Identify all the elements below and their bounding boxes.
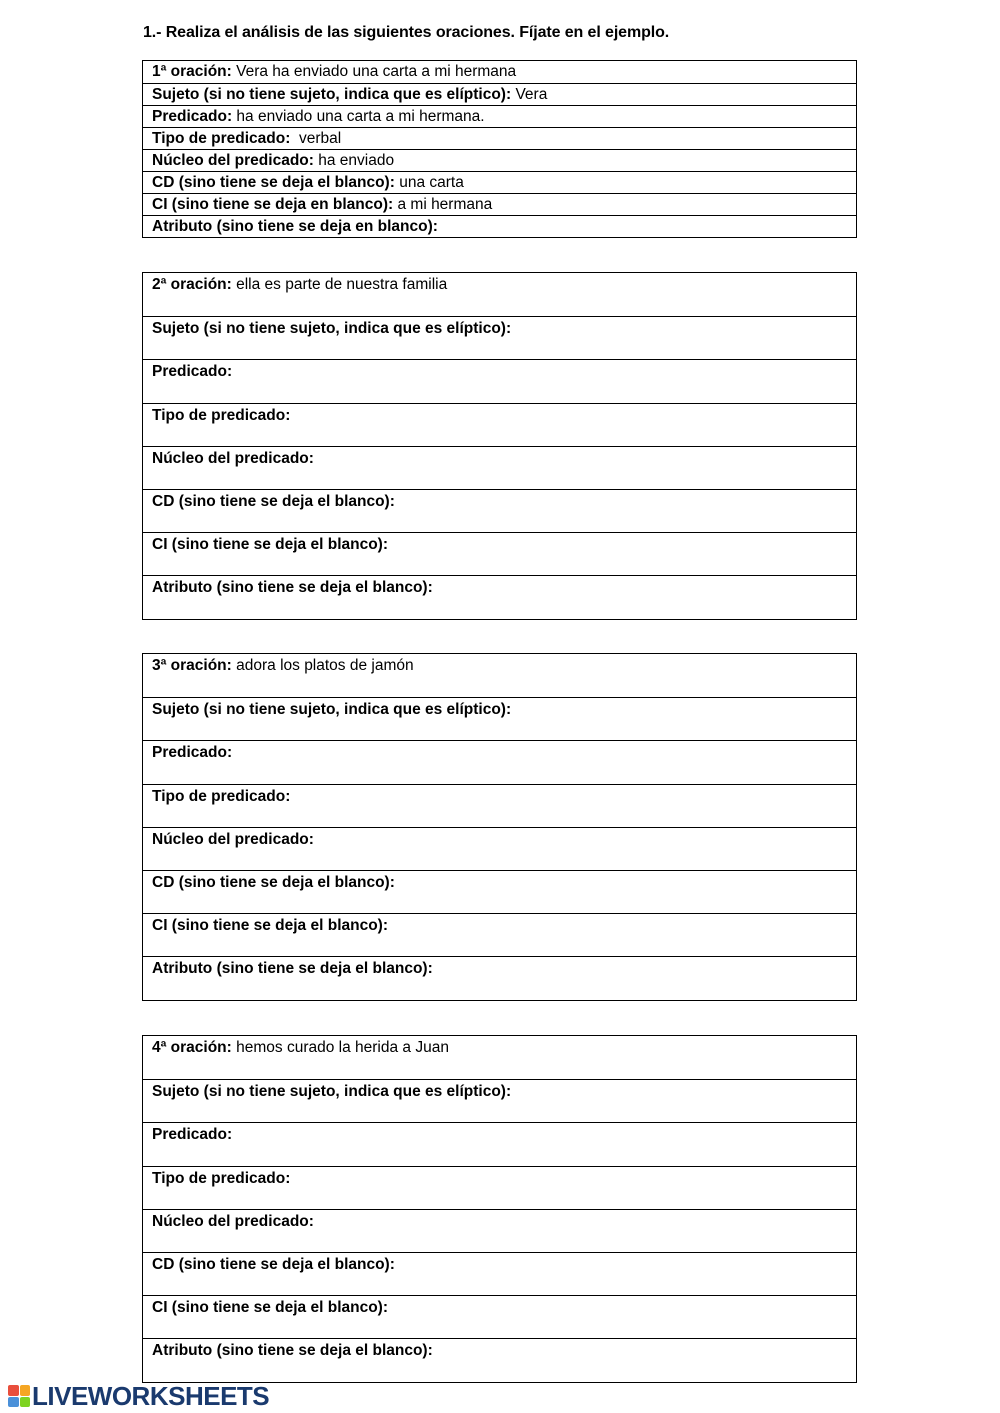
sentence-label: 3ª oración:: [152, 657, 232, 674]
exercise-table-4: [142, 1035, 857, 1383]
answer-field-cd[interactable]: [143, 1252, 856, 1295]
field-label: Atributo (sino tiene se deja el blanco):: [152, 579, 433, 597]
row-label: Predicado:: [152, 108, 233, 125]
answer-field-ci[interactable]: [143, 532, 856, 575]
example-row-cd: [143, 171, 856, 193]
field-label: Atributo (sino tiene se deja el blanco):: [152, 960, 433, 978]
answer-field-nucleo[interactable]: [143, 1209, 856, 1252]
answer-field-sujeto[interactable]: [143, 697, 856, 740]
row-value: Vera: [511, 86, 548, 103]
answer-field-tipo[interactable]: [143, 784, 856, 827]
answer-field-sujeto[interactable]: [143, 1079, 856, 1122]
brand-name: LIVEWORKSHEETS: [32, 1381, 270, 1411]
answer-field-sujeto[interactable]: [143, 316, 856, 359]
field-label: Predicado:: [152, 744, 233, 762]
example-row-atributo: [143, 215, 856, 237]
logo-square: [20, 1397, 31, 1408]
sentence-text: adora los platos de jamón: [231, 657, 414, 674]
answer-field-nucleo[interactable]: [143, 446, 856, 489]
row-label: Tipo de predicado:: [152, 130, 291, 147]
answer-field-ci[interactable]: [143, 1295, 856, 1338]
row-value: una carta: [394, 174, 464, 191]
liveworksheets-logo-icon: [8, 1385, 30, 1407]
answer-field-ci[interactable]: [143, 913, 856, 956]
row-label: CI (sino tiene se deja en blanco):: [152, 196, 394, 213]
field-label: Tipo de predicado:: [152, 406, 291, 424]
example-row-tipo: [143, 127, 856, 149]
sentence-text: ella es parte de nuestra familia: [231, 276, 448, 293]
example-row-nucleo: [143, 149, 856, 171]
exercise-table-3: [142, 653, 857, 1001]
field-label: CI (sino tiene se deja el blanco):: [152, 917, 388, 935]
row-value: verbal: [290, 130, 342, 147]
answer-field-atributo[interactable]: [143, 956, 856, 999]
answer-field-atributo[interactable]: [143, 1338, 856, 1381]
sentence-label: 2ª oración:: [152, 276, 232, 293]
answer-field-nucleo[interactable]: [143, 827, 856, 870]
example-row-predicado: [143, 105, 856, 127]
field-label: CI (sino tiene se deja el blanco):: [152, 1299, 388, 1317]
row-label: CD (sino tiene se deja el blanco):: [152, 174, 395, 191]
footer-brand[interactable]: [8, 1383, 269, 1409]
field-label: CI (sino tiene se deja el blanco):: [152, 536, 388, 554]
logo-square: [20, 1385, 31, 1396]
example-row-ci: [143, 193, 856, 215]
sentence-label: 4ª oración:: [152, 1039, 232, 1056]
row-value: ha enviado: [313, 152, 395, 169]
answer-field-predicado[interactable]: [143, 359, 856, 402]
row-value: Vera ha enviado una carta a mi hermana: [231, 63, 517, 80]
row-value: ha enviado una carta a mi hermana.: [232, 108, 485, 125]
field-label: Núcleo del predicado:: [152, 1212, 314, 1230]
answer-field-tipo[interactable]: [143, 403, 856, 446]
exercise-table-2: [142, 272, 857, 620]
answer-field-cd[interactable]: [143, 489, 856, 532]
exercise-sentence: [143, 1036, 856, 1079]
answer-field-predicado[interactable]: [143, 740, 856, 783]
field-label: Núcleo del predicado:: [152, 449, 314, 467]
field-label: Predicado:: [152, 363, 233, 381]
row-label: Atributo (sino tiene se deja en blanco):: [152, 218, 438, 235]
answer-field-cd[interactable]: [143, 870, 856, 913]
field-label: Núcleo del predicado:: [152, 830, 314, 848]
logo-square: [8, 1385, 19, 1396]
logo-square: [8, 1397, 19, 1408]
row-label: Núcleo del predicado:: [152, 152, 314, 169]
example-row-sujeto: [143, 83, 856, 105]
field-label: Sujeto (si no tiene sujeto, indica que es elíptico):: [152, 1083, 512, 1101]
exercise-sentence: [143, 654, 856, 697]
exercise-sentence: [143, 273, 856, 316]
example-table: [142, 60, 857, 238]
answer-field-atributo[interactable]: [143, 575, 856, 618]
field-label: Sujeto (si no tiene sujeto, indica que es elíptico):: [152, 320, 512, 338]
field-label: CD (sino tiene se deja el blanco):: [152, 873, 395, 891]
page-title: 1.- Realiza el análisis de las siguientes oraciones. Fíjate en el ejemplo.: [143, 24, 670, 41]
field-label: Atributo (sino tiene se deja el blanco):: [152, 1342, 433, 1360]
answer-field-predicado[interactable]: [143, 1122, 856, 1165]
example-row-sentence: [143, 61, 856, 83]
row-value: a mi hermana: [393, 196, 493, 213]
field-label: Sujeto (si no tiene sujeto, indica que es elíptico):: [152, 701, 512, 719]
answer-field-tipo[interactable]: [143, 1166, 856, 1209]
field-label: CD (sino tiene se deja el blanco):: [152, 1255, 395, 1273]
field-label: CD (sino tiene se deja el blanco):: [152, 492, 395, 510]
field-label: Tipo de predicado:: [152, 787, 291, 805]
field-label: Predicado:: [152, 1126, 233, 1144]
sentence-text: hemos curado la herida a Juan: [231, 1039, 449, 1056]
field-label: Tipo de predicado:: [152, 1169, 291, 1187]
row-label: 1ª oración:: [152, 63, 232, 80]
row-label: Sujeto (si no tiene sujeto, indica que es elíptico):: [152, 86, 512, 103]
